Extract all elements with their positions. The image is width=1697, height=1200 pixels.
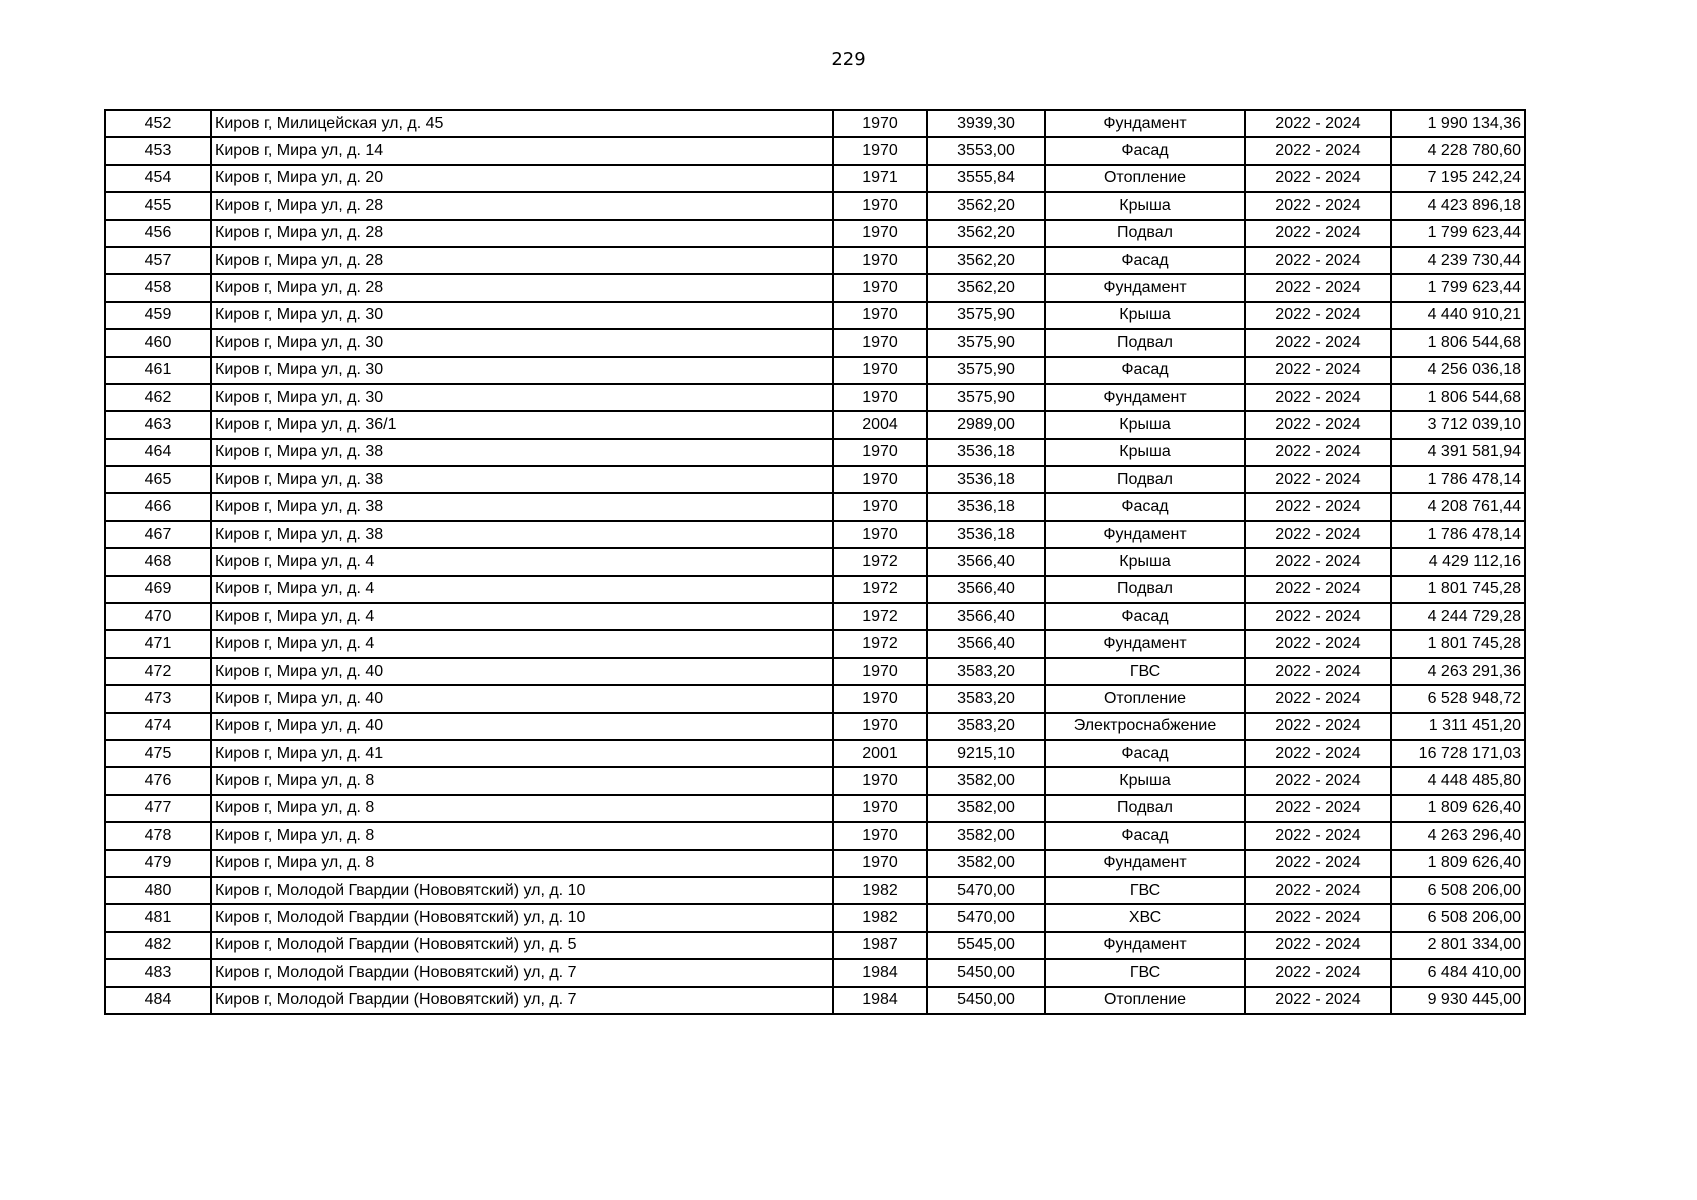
address-cell: Киров г, Мира ул, д. 40 [211, 658, 833, 685]
cost-cell: 1 806 544,68 [1391, 329, 1525, 356]
period-cell: 2022 - 2024 [1245, 357, 1391, 384]
address-cell: Киров г, Мира ул, д. 38 [211, 521, 833, 548]
row-number-cell: 469 [105, 576, 211, 603]
year-built-cell: 1984 [833, 959, 927, 986]
row-number-cell: 460 [105, 329, 211, 356]
row-number-cell: 484 [105, 987, 211, 1014]
table-body [105, 110, 1525, 1014]
row-number-cell: 471 [105, 630, 211, 657]
cost-cell: 1 809 626,40 [1391, 795, 1525, 822]
row-number-cell: 462 [105, 384, 211, 411]
period-cell: 2022 - 2024 [1245, 165, 1391, 192]
work-type-cell: Отопление [1045, 165, 1245, 192]
period-cell: 2022 - 2024 [1245, 302, 1391, 329]
year-built-cell: 1970 [833, 850, 927, 877]
area-cell: 3582,00 [927, 795, 1045, 822]
table-row [105, 220, 1525, 247]
work-type-cell: Крыша [1045, 548, 1245, 575]
work-type-cell: Фасад [1045, 137, 1245, 164]
year-built-cell: 1982 [833, 904, 927, 931]
period-cell: 2022 - 2024 [1245, 521, 1391, 548]
address-cell: Киров г, Мира ул, д. 30 [211, 329, 833, 356]
period-cell: 2022 - 2024 [1245, 384, 1391, 411]
work-type-cell: Фасад [1045, 603, 1245, 630]
area-cell: 3575,90 [927, 357, 1045, 384]
work-type-cell: Фундамент [1045, 110, 1245, 137]
area-cell: 2989,00 [927, 411, 1045, 438]
cost-cell: 4 263 291,36 [1391, 658, 1525, 685]
table-row [105, 493, 1525, 520]
year-built-cell: 1970 [833, 795, 927, 822]
area-cell: 3582,00 [927, 767, 1045, 794]
row-number-cell: 482 [105, 932, 211, 959]
cost-cell: 4 239 730,44 [1391, 247, 1525, 274]
period-cell: 2022 - 2024 [1245, 603, 1391, 630]
period-cell: 2022 - 2024 [1245, 932, 1391, 959]
period-cell: 2022 - 2024 [1245, 247, 1391, 274]
row-number-cell: 480 [105, 877, 211, 904]
row-number-cell: 483 [105, 959, 211, 986]
address-cell: Киров г, Молодой Гвардии (Нововятский) ул, д. 10 [211, 877, 833, 904]
row-number-cell: 458 [105, 274, 211, 301]
area-cell: 5545,00 [927, 932, 1045, 959]
row-number-cell: 465 [105, 466, 211, 493]
table-row [105, 740, 1525, 767]
area-cell: 3562,20 [927, 192, 1045, 219]
work-type-cell: Фасад [1045, 247, 1245, 274]
table-row [105, 767, 1525, 794]
cost-cell: 1 786 478,14 [1391, 466, 1525, 493]
area-cell: 3939,30 [927, 110, 1045, 137]
year-built-cell: 1970 [833, 493, 927, 520]
cost-cell: 4 391 581,94 [1391, 439, 1525, 466]
period-cell: 2022 - 2024 [1245, 630, 1391, 657]
period-cell: 2022 - 2024 [1245, 329, 1391, 356]
year-built-cell: 1972 [833, 576, 927, 603]
year-built-cell: 1970 [833, 137, 927, 164]
year-built-cell: 1970 [833, 685, 927, 712]
period-cell: 2022 - 2024 [1245, 795, 1391, 822]
work-type-cell: Фундамент [1045, 521, 1245, 548]
table-row [105, 192, 1525, 219]
table-row [105, 439, 1525, 466]
work-type-cell: Фасад [1045, 493, 1245, 520]
cost-cell: 1 786 478,14 [1391, 521, 1525, 548]
area-cell: 3536,18 [927, 521, 1045, 548]
table-row [105, 795, 1525, 822]
year-built-cell: 1970 [833, 713, 927, 740]
table-row [105, 165, 1525, 192]
address-cell: Киров г, Мира ул, д. 30 [211, 384, 833, 411]
address-cell: Киров г, Мира ул, д. 8 [211, 767, 833, 794]
address-cell: Киров г, Молодой Гвардии (Нововятский) ул, д. 7 [211, 959, 833, 986]
row-number-cell: 475 [105, 740, 211, 767]
period-cell: 2022 - 2024 [1245, 685, 1391, 712]
address-cell: Киров г, Мира ул, д. 14 [211, 137, 833, 164]
address-cell: Киров г, Мира ул, д. 4 [211, 603, 833, 630]
work-type-cell: Отопление [1045, 987, 1245, 1014]
address-cell: Киров г, Мира ул, д. 38 [211, 466, 833, 493]
year-built-cell: 1970 [833, 192, 927, 219]
period-cell: 2022 - 2024 [1245, 548, 1391, 575]
row-number-cell: 472 [105, 658, 211, 685]
table-row [105, 822, 1525, 849]
work-type-cell: Крыша [1045, 192, 1245, 219]
row-number-cell: 476 [105, 767, 211, 794]
period-cell: 2022 - 2024 [1245, 740, 1391, 767]
work-type-cell: Электроснабжение [1045, 713, 1245, 740]
period-cell: 2022 - 2024 [1245, 220, 1391, 247]
work-type-cell: Фундамент [1045, 932, 1245, 959]
table-row [105, 877, 1525, 904]
work-type-cell: ГВС [1045, 877, 1245, 904]
address-cell: Киров г, Мира ул, д. 38 [211, 493, 833, 520]
cost-cell: 2 801 334,00 [1391, 932, 1525, 959]
work-type-cell: ХВС [1045, 904, 1245, 931]
area-cell: 3555,84 [927, 165, 1045, 192]
cost-cell: 4 228 780,60 [1391, 137, 1525, 164]
row-number-cell: 453 [105, 137, 211, 164]
year-built-cell: 1970 [833, 302, 927, 329]
row-number-cell: 454 [105, 165, 211, 192]
area-cell: 3575,90 [927, 329, 1045, 356]
work-type-cell: Фасад [1045, 740, 1245, 767]
year-built-cell: 1970 [833, 822, 927, 849]
table-row [105, 932, 1525, 959]
address-cell: Киров г, Мира ул, д. 28 [211, 274, 833, 301]
work-type-cell: Подвал [1045, 576, 1245, 603]
row-number-cell: 463 [105, 411, 211, 438]
cost-cell: 4 244 729,28 [1391, 603, 1525, 630]
year-built-cell: 1970 [833, 658, 927, 685]
area-cell: 3566,40 [927, 548, 1045, 575]
table-row [105, 713, 1525, 740]
period-cell: 2022 - 2024 [1245, 192, 1391, 219]
cost-cell: 4 208 761,44 [1391, 493, 1525, 520]
row-number-cell: 478 [105, 822, 211, 849]
year-built-cell: 1970 [833, 110, 927, 137]
area-cell: 3536,18 [927, 466, 1045, 493]
row-number-cell: 452 [105, 110, 211, 137]
table-row [105, 603, 1525, 630]
period-cell: 2022 - 2024 [1245, 877, 1391, 904]
table-row [105, 110, 1525, 137]
area-cell: 3582,00 [927, 850, 1045, 877]
cost-cell: 6 508 206,00 [1391, 877, 1525, 904]
address-cell: Киров г, Мира ул, д. 40 [211, 713, 833, 740]
row-number-cell: 477 [105, 795, 211, 822]
row-number-cell: 464 [105, 439, 211, 466]
table-row [105, 576, 1525, 603]
cost-cell: 4 448 485,80 [1391, 767, 1525, 794]
address-cell: Киров г, Молодой Гвардии (Нововятский) ул, д. 7 [211, 987, 833, 1014]
address-cell: Киров г, Молодой Гвардии (Нововятский) ул, д. 10 [211, 904, 833, 931]
table-row [105, 411, 1525, 438]
area-cell: 3536,18 [927, 493, 1045, 520]
work-type-cell: Фасад [1045, 357, 1245, 384]
area-cell: 3536,18 [927, 439, 1045, 466]
area-cell: 3575,90 [927, 384, 1045, 411]
address-cell: Киров г, Мира ул, д. 8 [211, 850, 833, 877]
address-cell: Киров г, Мира ул, д. 4 [211, 548, 833, 575]
address-cell: Киров г, Мира ул, д. 30 [211, 302, 833, 329]
address-cell: Киров г, Мира ул, д. 20 [211, 165, 833, 192]
address-cell: Киров г, Мира ул, д. 36/1 [211, 411, 833, 438]
work-type-cell: Фундамент [1045, 630, 1245, 657]
year-built-cell: 1970 [833, 329, 927, 356]
cost-cell: 4 429 112,16 [1391, 548, 1525, 575]
year-built-cell: 1970 [833, 521, 927, 548]
cost-cell: 6 484 410,00 [1391, 959, 1525, 986]
work-type-cell: Подвал [1045, 466, 1245, 493]
table-row [105, 959, 1525, 986]
year-built-cell: 1970 [833, 247, 927, 274]
area-cell: 5470,00 [927, 877, 1045, 904]
cost-cell: 6 508 206,00 [1391, 904, 1525, 931]
table-row [105, 357, 1525, 384]
year-built-cell: 1982 [833, 877, 927, 904]
cost-cell: 1 801 745,28 [1391, 630, 1525, 657]
year-built-cell: 1970 [833, 767, 927, 794]
cost-cell: 4 423 896,18 [1391, 192, 1525, 219]
repair-program-table [104, 109, 1526, 1015]
period-cell: 2022 - 2024 [1245, 493, 1391, 520]
address-cell: Киров г, Мира ул, д. 28 [211, 220, 833, 247]
area-cell: 3562,20 [927, 247, 1045, 274]
area-cell: 3562,20 [927, 274, 1045, 301]
area-cell: 3582,00 [927, 822, 1045, 849]
table-row [105, 904, 1525, 931]
table-row [105, 987, 1525, 1014]
table-row [105, 137, 1525, 164]
period-cell: 2022 - 2024 [1245, 439, 1391, 466]
area-cell: 3583,20 [927, 658, 1045, 685]
address-cell: Киров г, Мира ул, д. 28 [211, 192, 833, 219]
row-number-cell: 459 [105, 302, 211, 329]
year-built-cell: 1970 [833, 384, 927, 411]
work-type-cell: Крыша [1045, 767, 1245, 794]
work-type-cell: Подвал [1045, 329, 1245, 356]
year-built-cell: 1971 [833, 165, 927, 192]
year-built-cell: 1970 [833, 220, 927, 247]
period-cell: 2022 - 2024 [1245, 959, 1391, 986]
page-number: 229 [831, 49, 866, 70]
table-row [105, 384, 1525, 411]
area-cell: 3566,40 [927, 630, 1045, 657]
cost-cell: 4 263 296,40 [1391, 822, 1525, 849]
period-cell: 2022 - 2024 [1245, 274, 1391, 301]
address-cell: Киров г, Мира ул, д. 30 [211, 357, 833, 384]
cost-cell: 9 930 445,00 [1391, 987, 1525, 1014]
table-row [105, 274, 1525, 301]
address-cell: Киров г, Мира ул, д. 8 [211, 822, 833, 849]
address-cell: Киров г, Мира ул, д. 41 [211, 740, 833, 767]
work-type-cell: Фундамент [1045, 384, 1245, 411]
table-row [105, 302, 1525, 329]
work-type-cell: Подвал [1045, 795, 1245, 822]
period-cell: 2022 - 2024 [1245, 850, 1391, 877]
cost-cell: 1 799 623,44 [1391, 274, 1525, 301]
year-built-cell: 1972 [833, 630, 927, 657]
cost-cell: 1 809 626,40 [1391, 850, 1525, 877]
cost-cell: 1 799 623,44 [1391, 220, 1525, 247]
row-number-cell: 461 [105, 357, 211, 384]
cost-cell: 6 528 948,72 [1391, 685, 1525, 712]
period-cell: 2022 - 2024 [1245, 767, 1391, 794]
row-number-cell: 470 [105, 603, 211, 630]
row-number-cell: 479 [105, 850, 211, 877]
row-number-cell: 457 [105, 247, 211, 274]
area-cell: 5450,00 [927, 959, 1045, 986]
address-cell: Киров г, Мира ул, д. 28 [211, 247, 833, 274]
period-cell: 2022 - 2024 [1245, 137, 1391, 164]
year-built-cell: 1987 [833, 932, 927, 959]
address-cell: Киров г, Мира ул, д. 40 [211, 685, 833, 712]
work-type-cell: Крыша [1045, 411, 1245, 438]
table-row [105, 521, 1525, 548]
year-built-cell: 2001 [833, 740, 927, 767]
work-type-cell: Крыша [1045, 302, 1245, 329]
cost-cell: 4 440 910,21 [1391, 302, 1525, 329]
work-type-cell: Отопление [1045, 685, 1245, 712]
cost-cell: 16 728 171,03 [1391, 740, 1525, 767]
period-cell: 2022 - 2024 [1245, 904, 1391, 931]
cost-cell: 1 801 745,28 [1391, 576, 1525, 603]
area-cell: 3566,40 [927, 603, 1045, 630]
address-cell: Киров г, Молодой Гвардии (Нововятский) ул, д. 5 [211, 932, 833, 959]
row-number-cell: 474 [105, 713, 211, 740]
area-cell: 3562,20 [927, 220, 1045, 247]
address-cell: Киров г, Мира ул, д. 8 [211, 795, 833, 822]
cost-cell: 1 311 451,20 [1391, 713, 1525, 740]
period-cell: 2022 - 2024 [1245, 987, 1391, 1014]
year-built-cell: 1972 [833, 548, 927, 575]
area-cell: 3583,20 [927, 713, 1045, 740]
year-built-cell: 1970 [833, 274, 927, 301]
year-built-cell: 1970 [833, 357, 927, 384]
table-row [105, 329, 1525, 356]
row-number-cell: 456 [105, 220, 211, 247]
table-row [105, 548, 1525, 575]
area-cell: 3566,40 [927, 576, 1045, 603]
row-number-cell: 455 [105, 192, 211, 219]
cost-cell: 1 806 544,68 [1391, 384, 1525, 411]
cost-cell: 3 712 039,10 [1391, 411, 1525, 438]
row-number-cell: 467 [105, 521, 211, 548]
year-built-cell: 2004 [833, 411, 927, 438]
period-cell: 2022 - 2024 [1245, 576, 1391, 603]
area-cell: 3553,00 [927, 137, 1045, 164]
work-type-cell: Крыша [1045, 439, 1245, 466]
address-cell: Киров г, Мира ул, д. 4 [211, 630, 833, 657]
area-cell: 3575,90 [927, 302, 1045, 329]
cost-cell: 7 195 242,24 [1391, 165, 1525, 192]
period-cell: 2022 - 2024 [1245, 822, 1391, 849]
row-number-cell: 481 [105, 904, 211, 931]
area-cell: 5450,00 [927, 987, 1045, 1014]
year-built-cell: 1970 [833, 466, 927, 493]
cost-cell: 4 256 036,18 [1391, 357, 1525, 384]
year-built-cell: 1984 [833, 987, 927, 1014]
work-type-cell: Фасад [1045, 822, 1245, 849]
table-row [105, 466, 1525, 493]
area-cell: 5470,00 [927, 904, 1045, 931]
table-row [105, 247, 1525, 274]
work-type-cell: ГВС [1045, 658, 1245, 685]
area-cell: 3583,20 [927, 685, 1045, 712]
period-cell: 2022 - 2024 [1245, 466, 1391, 493]
area-cell: 9215,10 [927, 740, 1045, 767]
address-cell: Киров г, Мира ул, д. 38 [211, 439, 833, 466]
work-type-cell: ГВС [1045, 959, 1245, 986]
work-type-cell: Фундамент [1045, 850, 1245, 877]
table-row [105, 685, 1525, 712]
work-type-cell: Фундамент [1045, 274, 1245, 301]
row-number-cell: 473 [105, 685, 211, 712]
period-cell: 2022 - 2024 [1245, 110, 1391, 137]
table-row [105, 658, 1525, 685]
period-cell: 2022 - 2024 [1245, 411, 1391, 438]
table-row [105, 630, 1525, 657]
period-cell: 2022 - 2024 [1245, 658, 1391, 685]
work-type-cell: Подвал [1045, 220, 1245, 247]
year-built-cell: 1970 [833, 439, 927, 466]
period-cell: 2022 - 2024 [1245, 713, 1391, 740]
row-number-cell: 468 [105, 548, 211, 575]
cost-cell: 1 990 134,36 [1391, 110, 1525, 137]
address-cell: Киров г, Мира ул, д. 4 [211, 576, 833, 603]
row-number-cell: 466 [105, 493, 211, 520]
address-cell: Киров г, Милицейская ул, д. 45 [211, 110, 833, 137]
table-row [105, 850, 1525, 877]
year-built-cell: 1972 [833, 603, 927, 630]
